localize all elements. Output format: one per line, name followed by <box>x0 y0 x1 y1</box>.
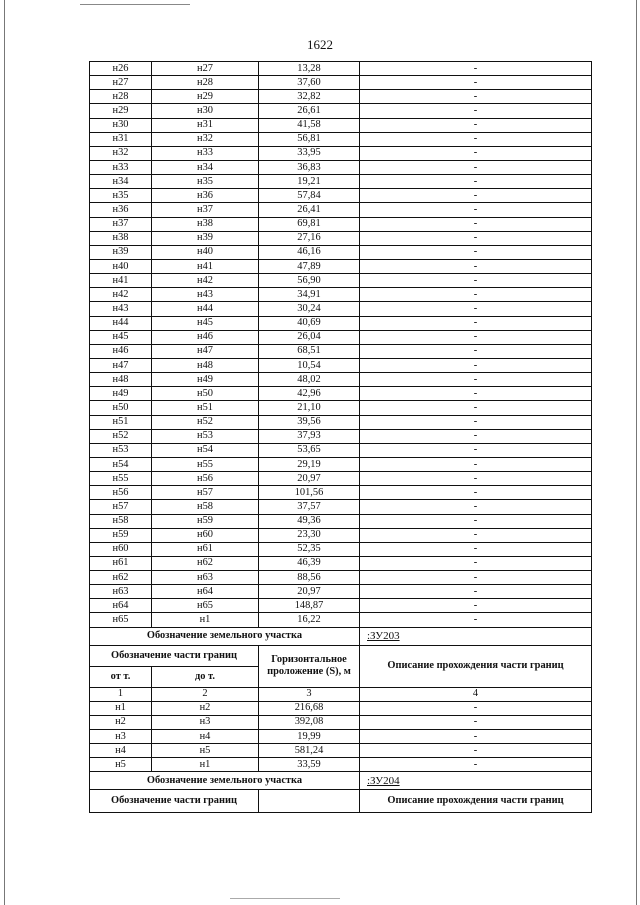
table-row <box>90 556 592 570</box>
distance-cell: 20,97 <box>259 472 360 486</box>
to-point-cell: н2 <box>152 701 259 715</box>
description-cell: - <box>360 585 592 599</box>
to-point-cell: н46 <box>152 330 259 344</box>
scan-edge-left <box>4 0 5 905</box>
from-point-cell: н57 <box>90 500 152 514</box>
table-row <box>90 90 592 104</box>
column-number: 4 <box>360 687 592 701</box>
from-point-cell: н52 <box>90 429 152 443</box>
to-point-cell: н52 <box>152 415 259 429</box>
from-point-cell: н65 <box>90 613 152 627</box>
parts-header: Обозначение части границ <box>90 645 259 666</box>
table-row <box>90 175 592 189</box>
distance-cell: 41,58 <box>259 118 360 132</box>
description-cell: - <box>360 90 592 104</box>
distance-cell: 56,90 <box>259 274 360 288</box>
to-point-cell: н43 <box>152 288 259 302</box>
distance-cell: 34,91 <box>259 288 360 302</box>
to-point-cell: н29 <box>152 90 259 104</box>
description-cell: - <box>360 330 592 344</box>
distance-cell: 32,82 <box>259 90 360 104</box>
distance-cell: 20,97 <box>259 585 360 599</box>
description-cell: - <box>360 514 592 528</box>
to-point-cell: н51 <box>152 401 259 415</box>
description-cell: - <box>360 429 592 443</box>
description-cell: - <box>360 556 592 570</box>
description-header: Описание прохождения части границ <box>360 790 592 813</box>
table-row <box>90 76 592 90</box>
table-row <box>90 387 592 401</box>
from-point-cell: н47 <box>90 358 152 372</box>
horizontal-distance-header: Горизонтальное проложение (S), м <box>259 645 360 687</box>
distance-cell: 26,61 <box>259 104 360 118</box>
scan-edge-right <box>636 0 637 905</box>
table-row <box>90 62 592 76</box>
description-cell: - <box>360 373 592 387</box>
from-point-cell: н5 <box>90 758 152 772</box>
to-point-cell: н35 <box>152 175 259 189</box>
description-cell: - <box>360 203 592 217</box>
table-row <box>90 443 592 457</box>
distance-cell: 13,28 <box>259 62 360 76</box>
from-point-cell: н56 <box>90 486 152 500</box>
table-row <box>90 401 592 415</box>
from-point-cell: н50 <box>90 401 152 415</box>
description-cell: - <box>360 160 592 174</box>
distance-cell: 47,89 <box>259 259 360 273</box>
description-cell: - <box>360 571 592 585</box>
description-cell: - <box>360 730 592 744</box>
to-point-cell: н30 <box>152 104 259 118</box>
table-row <box>90 344 592 358</box>
table-row <box>90 146 592 160</box>
description-cell: - <box>360 231 592 245</box>
land-plot-id: :ЗУ204 <box>360 772 592 790</box>
to-point-cell: н65 <box>152 599 259 613</box>
boundary-rows-zu202 <box>90 62 592 628</box>
from-point-cell: н4 <box>90 744 152 758</box>
table-row <box>90 571 592 585</box>
description-cell: - <box>360 288 592 302</box>
description-cell: - <box>360 358 592 372</box>
to-point-cell: н33 <box>152 146 259 160</box>
table-row <box>90 132 592 146</box>
parts-header: Обозначение части границ <box>90 790 259 813</box>
from-point-cell: н49 <box>90 387 152 401</box>
to-point-cell: н45 <box>152 316 259 330</box>
to-point-cell: н64 <box>152 585 259 599</box>
boundary-rows-zu203 <box>90 701 592 772</box>
distance-cell: 68,51 <box>259 344 360 358</box>
from-point-cell: н42 <box>90 288 152 302</box>
section-zu203 <box>90 627 592 701</box>
description-cell: - <box>360 744 592 758</box>
from-point-cell: н38 <box>90 231 152 245</box>
from-point-cell: н43 <box>90 302 152 316</box>
distance-cell: 19,21 <box>259 175 360 189</box>
description-cell: - <box>360 259 592 273</box>
to-point-cell: н47 <box>152 344 259 358</box>
description-cell: - <box>360 175 592 189</box>
from-point-cell: н40 <box>90 259 152 273</box>
from-point-cell: н58 <box>90 514 152 528</box>
to-point-cell: н54 <box>152 443 259 457</box>
distance-cell: 49,36 <box>259 514 360 528</box>
table-row <box>90 744 592 758</box>
table-row <box>90 302 592 316</box>
description-cell: - <box>360 104 592 118</box>
to-point-cell: н36 <box>152 189 259 203</box>
description-cell: - <box>360 472 592 486</box>
distance-cell: 581,24 <box>259 744 360 758</box>
table-row <box>90 118 592 132</box>
distance-cell: 37,57 <box>259 500 360 514</box>
to-point-cell: н44 <box>152 302 259 316</box>
description-cell: - <box>360 245 592 259</box>
from-point-cell: н1 <box>90 701 152 715</box>
table-row <box>90 330 592 344</box>
from-point-cell: н44 <box>90 316 152 330</box>
to-point-cell: н58 <box>152 500 259 514</box>
to-point-cell: н32 <box>152 132 259 146</box>
description-cell: - <box>360 62 592 76</box>
description-cell: - <box>360 443 592 457</box>
distance-cell: 36,83 <box>259 160 360 174</box>
to-point-cell: н60 <box>152 528 259 542</box>
scan-artifact-line <box>230 898 340 899</box>
distance-cell: 52,35 <box>259 542 360 556</box>
distance-cell: 29,19 <box>259 457 360 471</box>
boundary-table <box>89 61 592 813</box>
from-point-cell: н33 <box>90 160 152 174</box>
table-row <box>90 500 592 514</box>
from-point-cell: н39 <box>90 245 152 259</box>
to-point-cell: н41 <box>152 259 259 273</box>
description-cell: - <box>360 542 592 556</box>
description-cell: - <box>360 217 592 231</box>
table-row <box>90 274 592 288</box>
scan-artifact-line <box>80 4 190 5</box>
from-point-cell: н59 <box>90 528 152 542</box>
to-point-cell: н28 <box>152 76 259 90</box>
description-cell: - <box>360 146 592 160</box>
from-point-cell: н30 <box>90 118 152 132</box>
table-row <box>90 486 592 500</box>
to-point-cell: н50 <box>152 387 259 401</box>
distance-cell: 30,24 <box>259 302 360 316</box>
from-point-cell: н2 <box>90 715 152 729</box>
from-point-cell: н61 <box>90 556 152 570</box>
distance-cell: 26,41 <box>259 203 360 217</box>
to-point-header: до т. <box>152 666 259 687</box>
distance-cell: 33,95 <box>259 146 360 160</box>
distance-cell: 48,02 <box>259 373 360 387</box>
from-point-cell: н36 <box>90 203 152 217</box>
table-row <box>90 189 592 203</box>
table-row <box>90 715 592 729</box>
to-point-cell: н1 <box>152 758 259 772</box>
distance-cell: 26,04 <box>259 330 360 344</box>
table-row <box>90 415 592 429</box>
distance-cell: 27,16 <box>259 231 360 245</box>
table-row <box>90 528 592 542</box>
distance-cell: 392,08 <box>259 715 360 729</box>
distance-cell: 21,10 <box>259 401 360 415</box>
from-point-cell: н35 <box>90 189 152 203</box>
description-cell: - <box>360 599 592 613</box>
description-cell: - <box>360 613 592 627</box>
distance-cell: 33,59 <box>259 758 360 772</box>
distance-cell: 39,56 <box>259 415 360 429</box>
table-row <box>90 429 592 443</box>
from-point-cell: н41 <box>90 274 152 288</box>
from-point-header: от т. <box>90 666 152 687</box>
table-row <box>90 599 592 613</box>
description-cell: - <box>360 758 592 772</box>
table-row <box>90 358 592 372</box>
from-point-cell: н32 <box>90 146 152 160</box>
to-point-cell: н3 <box>152 715 259 729</box>
from-point-cell: н64 <box>90 599 152 613</box>
table-row <box>90 730 592 744</box>
table-row <box>90 701 592 715</box>
description-cell: - <box>360 132 592 146</box>
table-row <box>90 758 592 772</box>
from-point-cell: н60 <box>90 542 152 556</box>
table-row <box>90 245 592 259</box>
to-point-cell: н55 <box>152 457 259 471</box>
to-point-cell: н5 <box>152 744 259 758</box>
table-row <box>90 288 592 302</box>
to-point-cell: н34 <box>152 160 259 174</box>
to-point-cell: н38 <box>152 217 259 231</box>
to-point-cell: н40 <box>152 245 259 259</box>
table-row <box>90 217 592 231</box>
to-point-cell: н27 <box>152 62 259 76</box>
description-cell: - <box>360 387 592 401</box>
table-row <box>90 542 592 556</box>
distance-cell: 40,69 <box>259 316 360 330</box>
description-cell: - <box>360 528 592 542</box>
table-row <box>90 373 592 387</box>
section-zu204 <box>90 772 592 813</box>
from-point-cell: н55 <box>90 472 152 486</box>
from-point-cell: н54 <box>90 457 152 471</box>
column-number: 1 <box>90 687 152 701</box>
land-plot-label: Обозначение земельного участка <box>90 772 360 790</box>
description-cell: - <box>360 486 592 500</box>
to-point-cell: н62 <box>152 556 259 570</box>
table-row <box>90 472 592 486</box>
from-point-cell: н34 <box>90 175 152 189</box>
land-plot-id: :ЗУ203 <box>360 627 592 645</box>
page-number: 1622 <box>307 37 333 52</box>
distance-cell: 216,68 <box>259 701 360 715</box>
column-number: 2 <box>152 687 259 701</box>
table-row <box>90 231 592 245</box>
table-row <box>90 316 592 330</box>
distance-cell: 16,22 <box>259 613 360 627</box>
distance-cell: 46,16 <box>259 245 360 259</box>
description-cell: - <box>360 500 592 514</box>
distance-cell: 148,87 <box>259 599 360 613</box>
distance-cell: 42,96 <box>259 387 360 401</box>
description-cell: - <box>360 401 592 415</box>
description-cell: - <box>360 302 592 316</box>
from-point-cell: н53 <box>90 443 152 457</box>
from-point-cell: н37 <box>90 217 152 231</box>
table-row <box>90 104 592 118</box>
from-point-cell: н48 <box>90 373 152 387</box>
distance-cell: 46,39 <box>259 556 360 570</box>
from-point-cell: н28 <box>90 90 152 104</box>
distance-cell: 10,54 <box>259 358 360 372</box>
description-cell: - <box>360 118 592 132</box>
to-point-cell: н49 <box>152 373 259 387</box>
table-row <box>90 203 592 217</box>
description-cell: - <box>360 457 592 471</box>
description-cell: - <box>360 701 592 715</box>
to-point-cell: н48 <box>152 358 259 372</box>
table-row <box>90 259 592 273</box>
to-point-cell: н1 <box>152 613 259 627</box>
from-point-cell: н62 <box>90 571 152 585</box>
table-row <box>90 514 592 528</box>
distance-cell: 37,60 <box>259 76 360 90</box>
from-point-cell: н46 <box>90 344 152 358</box>
column-number: 3 <box>259 687 360 701</box>
from-point-cell: н29 <box>90 104 152 118</box>
description-cell: - <box>360 344 592 358</box>
description-cell: - <box>360 189 592 203</box>
from-point-cell: н51 <box>90 415 152 429</box>
distance-cell: 37,93 <box>259 429 360 443</box>
to-point-cell: н53 <box>152 429 259 443</box>
to-point-cell: н39 <box>152 231 259 245</box>
to-point-cell: н61 <box>152 542 259 556</box>
to-point-cell: н56 <box>152 472 259 486</box>
from-point-cell: н45 <box>90 330 152 344</box>
from-point-cell: н63 <box>90 585 152 599</box>
table-row <box>90 613 592 627</box>
from-point-cell: н3 <box>90 730 152 744</box>
to-point-cell: н4 <box>152 730 259 744</box>
to-point-cell: н42 <box>152 274 259 288</box>
distance-cell: 101,56 <box>259 486 360 500</box>
to-point-cell: н37 <box>152 203 259 217</box>
distance-cell: 88,56 <box>259 571 360 585</box>
description-cell: - <box>360 415 592 429</box>
land-plot-label: Обозначение земельного участка <box>90 627 360 645</box>
to-point-cell: н63 <box>152 571 259 585</box>
to-point-cell: н31 <box>152 118 259 132</box>
from-point-cell: н27 <box>90 76 152 90</box>
distance-cell: 56,81 <box>259 132 360 146</box>
description-cell: - <box>360 316 592 330</box>
description-header: Описание прохождения части границ <box>360 645 592 687</box>
distance-cell: 57,84 <box>259 189 360 203</box>
table-row <box>90 585 592 599</box>
from-point-cell: н31 <box>90 132 152 146</box>
to-point-cell: н59 <box>152 514 259 528</box>
distance-cell: 19,99 <box>259 730 360 744</box>
distance-cell: 69,81 <box>259 217 360 231</box>
table-row <box>90 457 592 471</box>
description-cell: - <box>360 76 592 90</box>
horizontal-distance-header-empty <box>259 790 360 813</box>
to-point-cell: н57 <box>152 486 259 500</box>
from-point-cell: н26 <box>90 62 152 76</box>
distance-cell: 53,65 <box>259 443 360 457</box>
description-cell: - <box>360 715 592 729</box>
table-row <box>90 160 592 174</box>
description-cell: - <box>360 274 592 288</box>
distance-cell: 23,30 <box>259 528 360 542</box>
